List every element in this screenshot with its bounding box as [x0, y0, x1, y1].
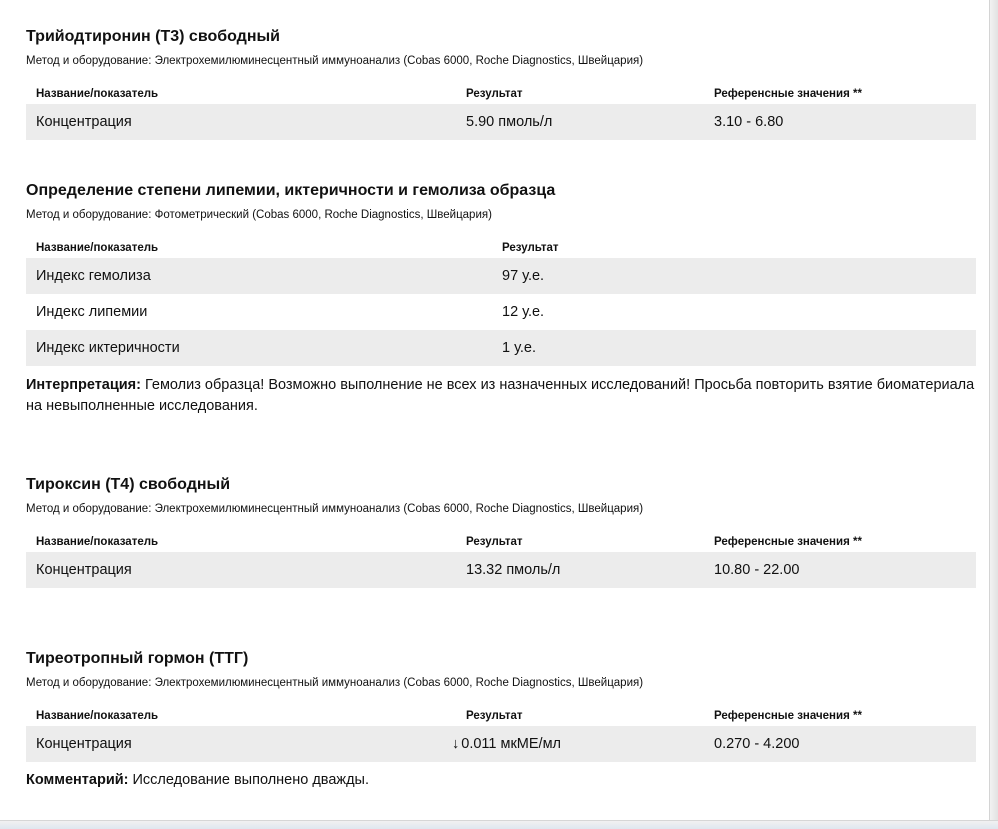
- method-description: Метод и оборудование: Фотометрический (Cobas 6000, Roche Diagnostics, Швейцария): [26, 209, 492, 221]
- table-row: [26, 258, 976, 294]
- interpretation-note: [26, 375, 976, 417]
- page-right-edge: [989, 0, 998, 829]
- comment-label: Комментарий:: [26, 772, 129, 788]
- row-name: Индекс иктеричности: [36, 340, 180, 356]
- interpretation-text: Гемолиз образца! Возможно выполнение не всех из назначенных исследований! Просьба повторить взятие биоматериала на невыполненные исследования.: [26, 377, 975, 414]
- section-t3-free: [26, 28, 976, 140]
- header-reference: Референсные значения **: [714, 536, 862, 548]
- section-tsh: [26, 650, 976, 791]
- row-result: [452, 726, 561, 762]
- section-t4-free: [26, 476, 976, 588]
- header-name: Название/показатель: [36, 536, 159, 548]
- section-serum-indices: [26, 182, 976, 417]
- row-result: 13.32 пмоль/л: [466, 562, 561, 578]
- method-description: Метод и оборудование: Электрохемилюминесцентный иммуноанализ (Cobas 6000, Roche Diagnostics, Швейцария): [26, 503, 644, 515]
- row-result: 12 у.е.: [502, 304, 545, 320]
- header-reference: Референсные значения **: [714, 710, 862, 722]
- header-result: Результат: [466, 536, 523, 548]
- header-name: Название/показатель: [36, 242, 159, 254]
- section-title: Тиреотропный гормон (ТТГ): [26, 650, 249, 667]
- row-name: Концентрация: [36, 114, 132, 130]
- header-name: Название/показатель: [36, 710, 159, 722]
- table-header: [26, 84, 976, 104]
- row-result: 5.90 пмоль/л: [466, 114, 553, 130]
- header-result: Результат: [466, 88, 523, 100]
- row-name: Индекс гемолиза: [36, 268, 151, 284]
- header-result: Результат: [466, 710, 523, 722]
- method-description: Метод и оборудование: Электрохемилюминесцентный иммуноанализ (Cobas 6000, Roche Diagnostics, Швейцария): [26, 677, 644, 689]
- table-row: [26, 294, 976, 330]
- table-row: [26, 104, 976, 140]
- comment-text: Исследование выполнено дважды.: [128, 772, 370, 788]
- table-header: [26, 238, 976, 258]
- row-result-value: 0.011 мкМЕ/мл: [461, 736, 562, 752]
- method-description: Метод и оборудование: Электрохемилюминесцентный иммуноанализ (Cobas 6000, Roche Diagnostics, Швейцария): [26, 55, 644, 67]
- interpretation-label: Интерпретация:: [26, 377, 141, 393]
- comment-note: [26, 770, 976, 791]
- row-name: Концентрация: [36, 736, 132, 752]
- row-reference: 10.80 - 22.00: [714, 562, 800, 578]
- row-result: 1 у.е.: [502, 340, 537, 356]
- arrow-down-icon: ↓: [452, 736, 460, 752]
- table-header: [26, 706, 976, 726]
- row-reference: 0.270 - 4.200: [714, 736, 800, 752]
- header-reference: Референсные значения **: [714, 88, 862, 100]
- row-name: Концентрация: [36, 562, 132, 578]
- row-reference: 3.10 - 6.80: [714, 114, 784, 130]
- table-row: [26, 330, 976, 366]
- table-row: [26, 726, 976, 762]
- row-result: 97 у.е.: [502, 268, 545, 284]
- header-name: Название/показатель: [36, 88, 159, 100]
- section-title: Трийодтиронин (Т3) свободный: [26, 28, 280, 45]
- table-header: [26, 532, 976, 552]
- section-title: Тироксин (Т4) свободный: [26, 476, 231, 493]
- header-result: Результат: [502, 242, 559, 254]
- page-bottom-edge: [0, 820, 998, 829]
- row-name: Индекс липемии: [36, 304, 148, 320]
- section-title: Определение степени липемии, иктеричности и гемолиза образца: [26, 182, 556, 199]
- table-row: [26, 552, 976, 588]
